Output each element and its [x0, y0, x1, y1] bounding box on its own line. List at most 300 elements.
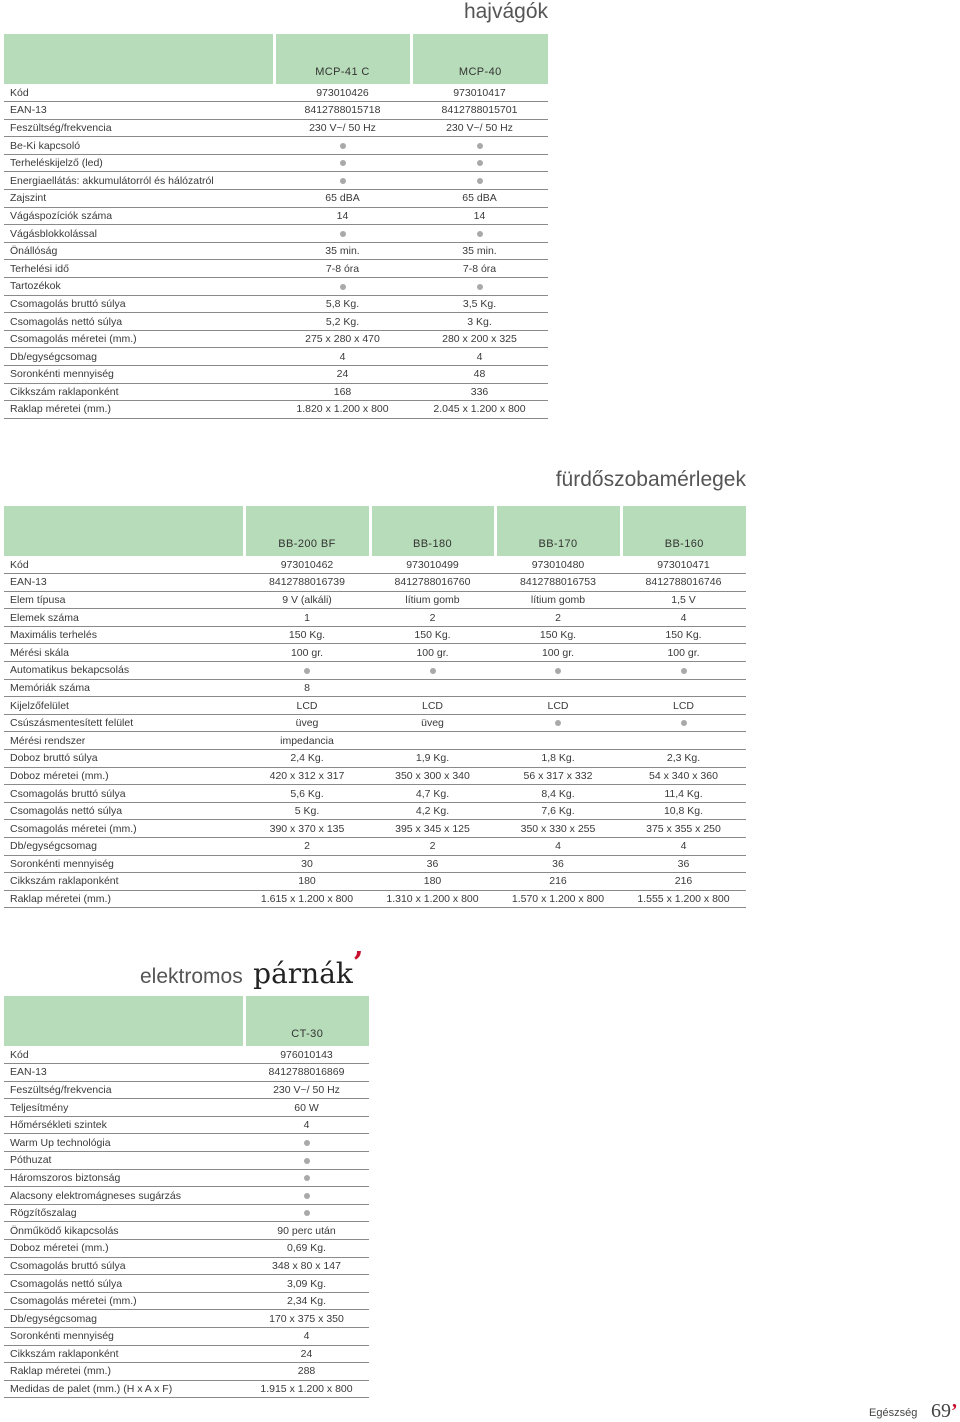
row-label: Cikkszám raklaponként [4, 1345, 244, 1363]
value-cell: 7-8 óra [274, 260, 411, 278]
value-cell: 350 x 300 x 340 [370, 767, 495, 785]
row-label: Csomagolás nettó súlya [4, 802, 244, 820]
value-cell: 35 min. [274, 242, 411, 260]
bullet-dot-icon [555, 720, 561, 726]
value-cell: 1 [244, 609, 370, 627]
table-row [4, 802, 746, 820]
value-cell: 4 [621, 838, 746, 856]
table-row [4, 172, 548, 190]
value-cell: 1.820 x 1.200 x 800 [274, 401, 411, 419]
table-row [4, 1116, 369, 1134]
value-cell: 8412788015701 [411, 102, 548, 120]
value-cell: 230 V~/ 50 Hz [274, 119, 411, 137]
row-label: Önállóság [4, 242, 274, 260]
header-row [4, 34, 548, 84]
bullet-dot-icon [340, 231, 346, 237]
value-cell: 150 Kg. [244, 626, 370, 644]
value-cell: 973010480 [495, 556, 621, 574]
value-cell: 216 [621, 873, 746, 891]
table-row [4, 1187, 369, 1205]
table-row [4, 1064, 369, 1082]
row-label: Doboz méretei (mm.) [4, 767, 244, 785]
row-label: EAN-13 [4, 574, 244, 592]
table-row [4, 348, 548, 366]
row-label: Elemek száma [4, 609, 244, 627]
row-label: Cikkszám raklaponként [4, 873, 244, 891]
spec-table-hajvagok [4, 34, 548, 419]
value-cell: 8412788016753 [495, 574, 621, 592]
value-cell: 4 [621, 609, 746, 627]
feature-dot-cell [411, 172, 548, 190]
feature-dot-cell [274, 137, 411, 155]
table-row [4, 785, 746, 803]
feature-dot-cell [244, 1134, 369, 1152]
table-row [4, 154, 548, 172]
row-label: Db/egységcsomag [4, 838, 244, 856]
value-cell: 4 [244, 1328, 369, 1346]
feature-dot-cell [244, 1204, 369, 1222]
table-row [4, 1152, 369, 1170]
table-row [4, 1257, 369, 1275]
row-label: Vágáspozíciók száma [4, 207, 274, 225]
value-cell [621, 732, 746, 750]
value-cell: 4 [244, 1116, 369, 1134]
table-row [4, 1134, 369, 1152]
value-cell: 100 gr. [370, 644, 495, 662]
value-cell: 150 Kg. [621, 626, 746, 644]
row-label: Kód [4, 84, 274, 102]
value-cell: 5 Kg. [244, 802, 370, 820]
value-cell: 1.915 x 1.200 x 800 [244, 1380, 369, 1398]
table-row [4, 609, 746, 627]
row-label: Rögzítőszalag [4, 1204, 244, 1222]
table-row [4, 1240, 369, 1258]
row-label: Soronkénti mennyiség [4, 855, 244, 873]
row-label: EAN-13 [4, 1064, 244, 1082]
value-cell: 170 x 375 x 350 [244, 1310, 369, 1328]
table-row [4, 242, 548, 260]
value-cell: 8 [244, 679, 370, 697]
value-cell: 4 [411, 348, 548, 366]
table-row [4, 330, 548, 348]
table-row [4, 137, 548, 155]
value-cell: 8,4 Kg. [495, 785, 621, 803]
table-row [4, 1081, 369, 1099]
model-header: MCP-41 C [274, 34, 411, 84]
row-label: Kód [4, 1046, 244, 1064]
section-title-hajvagok: hajvágók [463, 0, 548, 23]
table-row [4, 190, 548, 208]
value-cell: 395 x 345 x 125 [370, 820, 495, 838]
feature-dot-cell [274, 172, 411, 190]
row-label: Raklap méretei (mm.) [4, 1363, 244, 1381]
table-row [4, 1204, 369, 1222]
value-cell: 100 gr. [621, 644, 746, 662]
value-cell: 3,09 Kg. [244, 1275, 369, 1293]
row-label: Csomagolás bruttó súlya [4, 295, 274, 313]
value-cell: 2.045 x 1.200 x 800 [411, 401, 548, 419]
row-label: Be-Ki kapcsoló [4, 137, 274, 155]
value-cell: 973010471 [621, 556, 746, 574]
model-header: MCP-40 [411, 34, 548, 84]
spec-table-parnak [4, 996, 369, 1398]
row-label: Csomagolás méretei (mm.) [4, 330, 274, 348]
value-cell: 973010462 [244, 556, 370, 574]
value-cell: 0,69 Kg. [244, 1240, 369, 1258]
bullet-dot-icon [477, 143, 483, 149]
row-label: Feszültség/frekvencia [4, 119, 274, 137]
table-row [4, 591, 746, 609]
row-label: Warm Up technológia [4, 1134, 244, 1152]
table-row [4, 1099, 369, 1117]
row-label: Mérési skála [4, 644, 244, 662]
row-label: Db/egységcsomag [4, 1310, 244, 1328]
table-row [4, 84, 548, 102]
value-cell: 48 [411, 366, 548, 384]
table-row [4, 1363, 369, 1381]
row-label: Csomagolás méretei (mm.) [4, 820, 244, 838]
value-cell: 150 Kg. [495, 626, 621, 644]
value-cell: 36 [370, 855, 495, 873]
row-label: Önműködő kikapcsolás [4, 1222, 244, 1240]
value-cell: 390 x 370 x 135 [244, 820, 370, 838]
value-cell: 230 V~/ 50 Hz [244, 1081, 369, 1099]
row-label: Csomagolás méretei (mm.) [4, 1292, 244, 1310]
row-label: Db/egységcsomag [4, 348, 274, 366]
bullet-dot-icon [340, 143, 346, 149]
feature-dot-cell [244, 1152, 369, 1170]
table-row [4, 1310, 369, 1328]
value-cell: 1.570 x 1.200 x 800 [495, 890, 621, 908]
value-cell: 1,5 V [621, 591, 746, 609]
table-row [4, 767, 746, 785]
value-cell: 216 [495, 873, 621, 891]
value-cell: 8412788016739 [244, 574, 370, 592]
row-label: Alacsony elektromágneses sugárzás [4, 1187, 244, 1205]
table-row [4, 295, 548, 313]
spec-table-furdoszoba [4, 506, 746, 908]
table-row [4, 207, 548, 225]
bullet-dot-icon [340, 178, 346, 184]
model-header: BB-200 BF [244, 506, 370, 556]
table-row [4, 225, 548, 243]
value-cell: 348 x 80 x 147 [244, 1257, 369, 1275]
value-cell: 65 dBA [411, 190, 548, 208]
row-label: Feszültség/frekvencia [4, 1081, 244, 1099]
bullet-dot-icon [304, 1193, 310, 1199]
value-cell: üveg [244, 714, 370, 732]
bullet-dot-icon [477, 231, 483, 237]
model-header: BB-170 [495, 506, 621, 556]
value-cell: 973010499 [370, 556, 495, 574]
value-cell: 4 [274, 348, 411, 366]
model-header: BB-180 [370, 506, 495, 556]
row-label: Kód [4, 556, 244, 574]
table-row [4, 1380, 369, 1398]
value-cell: 1,8 Kg. [495, 750, 621, 768]
table-row [4, 890, 746, 908]
row-label: Kijelzőfelület [4, 697, 244, 715]
value-cell: 7,6 Kg. [495, 802, 621, 820]
table-row [4, 662, 746, 680]
table-row [4, 401, 548, 419]
value-cell: 36 [621, 855, 746, 873]
feature-dot-cell [244, 1169, 369, 1187]
bullet-dot-icon [340, 284, 346, 290]
row-label: Csomagolás bruttó súlya [4, 785, 244, 803]
table-row [4, 102, 548, 120]
value-cell: 275 x 280 x 470 [274, 330, 411, 348]
value-cell: 1.555 x 1.200 x 800 [621, 890, 746, 908]
value-cell: 5,6 Kg. [244, 785, 370, 803]
bullet-dot-icon [304, 1158, 310, 1164]
value-cell: 100 gr. [495, 644, 621, 662]
value-cell: 8412788016869 [244, 1064, 369, 1082]
bullet-dot-icon [304, 1140, 310, 1146]
value-cell: 375 x 355 x 250 [621, 820, 746, 838]
bullet-dot-icon [304, 1175, 310, 1181]
bullet-dot-icon [681, 668, 687, 674]
value-cell: 1,9 Kg. [370, 750, 495, 768]
bullet-dot-icon [304, 668, 310, 674]
table-row [4, 278, 548, 296]
row-label: Hőmérsékleti szintek [4, 1116, 244, 1134]
value-cell: 3 Kg. [411, 313, 548, 331]
value-cell: 1.615 x 1.200 x 800 [244, 890, 370, 908]
value-cell: 976010143 [244, 1046, 369, 1064]
row-label: Cikkszám raklaponként [4, 383, 274, 401]
table-row [4, 1222, 369, 1240]
value-cell: 336 [411, 383, 548, 401]
table-row [4, 1345, 369, 1363]
section-title-furdoszoba: fürdőszobamérlegek [555, 468, 746, 491]
table-row [4, 556, 746, 574]
bullet-dot-icon [304, 1210, 310, 1216]
page-number-mark: ’ [951, 1400, 958, 1422]
value-cell: 1.310 x 1.200 x 800 [370, 890, 495, 908]
feature-dot-cell [495, 714, 621, 732]
section-title-parnak [140, 946, 364, 991]
value-cell: 4 [495, 838, 621, 856]
value-cell [370, 679, 495, 697]
value-cell: 9 V (alkáli) [244, 591, 370, 609]
row-label: Raklap méretei (mm.) [4, 401, 274, 419]
feature-dot-cell [244, 662, 370, 680]
value-cell: 288 [244, 1363, 369, 1381]
value-cell: 90 perc után [244, 1222, 369, 1240]
row-label: Csomagolás nettó súlya [4, 1275, 244, 1293]
value-cell: 65 dBA [274, 190, 411, 208]
row-label: Háromszoros biztonság [4, 1169, 244, 1187]
value-cell: 8412788015718 [274, 102, 411, 120]
value-cell: 24 [274, 366, 411, 384]
value-cell: 3,5 Kg. [411, 295, 548, 313]
row-label: Teljesítmény [4, 1099, 244, 1117]
header-row [4, 996, 369, 1046]
row-label: Mérési rendszer [4, 732, 244, 750]
value-cell: 5,8 Kg. [274, 295, 411, 313]
feature-dot-cell [411, 154, 548, 172]
value-cell: 2 [244, 838, 370, 856]
row-label: Csomagolás bruttó súlya [4, 1257, 244, 1275]
value-cell: 2 [495, 609, 621, 627]
bullet-dot-icon [430, 668, 436, 674]
page-number-value: 69 [931, 1400, 951, 1422]
value-cell: lítium gomb [370, 591, 495, 609]
header-blank-cell [4, 996, 244, 1046]
value-cell [495, 679, 621, 697]
value-cell: 2 [370, 609, 495, 627]
feature-dot-cell [411, 225, 548, 243]
table-row [4, 1275, 369, 1293]
value-cell: 35 min. [411, 242, 548, 260]
table-row [4, 644, 746, 662]
value-cell: 973010417 [411, 84, 548, 102]
row-label: Doboz bruttó súlya [4, 750, 244, 768]
bullet-dot-icon [340, 160, 346, 166]
title-brand: párnák [253, 957, 353, 990]
bullet-dot-icon [477, 178, 483, 184]
value-cell: LCD [370, 697, 495, 715]
page-number [931, 1400, 958, 1422]
row-label: Soronkénti mennyiség [4, 1328, 244, 1346]
value-cell: impedancia [244, 732, 370, 750]
value-cell: 100 gr. [244, 644, 370, 662]
value-cell: üveg [370, 714, 495, 732]
model-header: CT-30 [244, 996, 369, 1046]
value-cell: 350 x 330 x 255 [495, 820, 621, 838]
table-row [4, 838, 746, 856]
row-label: Tartozékok [4, 278, 274, 296]
row-label: Póthuzat [4, 1152, 244, 1170]
table-row [4, 1328, 369, 1346]
header-blank-cell [4, 506, 244, 556]
value-cell: 36 [495, 855, 621, 873]
feature-dot-cell [411, 137, 548, 155]
row-label: Medidas de palet (mm.) (H x A x F) [4, 1380, 244, 1398]
row-label: Energiaellátás: akkumulátorról és hálózatról [4, 172, 274, 190]
value-cell: 420 x 312 x 317 [244, 767, 370, 785]
value-cell: 56 x 317 x 332 [495, 767, 621, 785]
value-cell: 5,2 Kg. [274, 313, 411, 331]
feature-dot-cell [495, 662, 621, 680]
value-cell: 973010426 [274, 84, 411, 102]
feature-dot-cell [621, 714, 746, 732]
value-cell: 11,4 Kg. [621, 785, 746, 803]
table-row [4, 732, 746, 750]
value-cell: lítium gomb [495, 591, 621, 609]
feature-dot-cell [274, 154, 411, 172]
table-row [4, 714, 746, 732]
value-cell: 8412788016760 [370, 574, 495, 592]
value-cell: 10,8 Kg. [621, 802, 746, 820]
table-row [4, 750, 746, 768]
table-row [4, 1169, 369, 1187]
row-label: Csomagolás nettó súlya [4, 313, 274, 331]
table-row [4, 626, 746, 644]
row-label: EAN-13 [4, 102, 274, 120]
value-cell: 4,2 Kg. [370, 802, 495, 820]
value-cell: LCD [495, 697, 621, 715]
value-cell: 8412788016746 [621, 574, 746, 592]
model-header: BB-160 [621, 506, 746, 556]
value-cell: 180 [244, 873, 370, 891]
value-cell [370, 732, 495, 750]
value-cell [495, 732, 621, 750]
title-mark: ’ [352, 946, 364, 981]
value-cell: 2,3 Kg. [621, 750, 746, 768]
table-row [4, 366, 548, 384]
value-cell: 180 [370, 873, 495, 891]
bullet-dot-icon [477, 160, 483, 166]
footer-category: Egészség [869, 1407, 918, 1419]
value-cell: 24 [244, 1345, 369, 1363]
row-label: Vágásblokkolással [4, 225, 274, 243]
feature-dot-cell [411, 278, 548, 296]
row-label: Csúszásmentesített felület [4, 714, 244, 732]
feature-dot-cell [274, 278, 411, 296]
table-row [4, 873, 746, 891]
header-blank-cell [4, 34, 274, 84]
row-label: Automatikus bekapcsolás [4, 662, 244, 680]
row-label: Terhelési idő [4, 260, 274, 278]
table-row [4, 574, 746, 592]
table-row [4, 260, 548, 278]
row-label: Memóriák száma [4, 679, 244, 697]
bullet-dot-icon [555, 668, 561, 674]
table-row [4, 1046, 369, 1064]
row-label: Terheléskijelző (led) [4, 154, 274, 172]
table-row [4, 697, 746, 715]
value-cell: 280 x 200 x 325 [411, 330, 548, 348]
table-row [4, 1292, 369, 1310]
value-cell: 7-8 óra [411, 260, 548, 278]
row-label: Elem típusa [4, 591, 244, 609]
table-row [4, 119, 548, 137]
row-label: Soronkénti mennyiség [4, 366, 274, 384]
value-cell: 230 V~/ 50 Hz [411, 119, 548, 137]
value-cell: LCD [244, 697, 370, 715]
value-cell: 2,34 Kg. [244, 1292, 369, 1310]
feature-dot-cell [244, 1187, 369, 1205]
bullet-dot-icon [681, 720, 687, 726]
row-label: Raklap méretei (mm.) [4, 890, 244, 908]
value-cell: 168 [274, 383, 411, 401]
row-label: Doboz méretei (mm.) [4, 1240, 244, 1258]
table-row [4, 383, 548, 401]
row-label: Maximális terhelés [4, 626, 244, 644]
value-cell: 54 x 340 x 360 [621, 767, 746, 785]
value-cell: 4,7 Kg. [370, 785, 495, 803]
value-cell: 150 Kg. [370, 626, 495, 644]
table-row [4, 679, 746, 697]
value-cell: 60 W [244, 1099, 369, 1117]
table-row [4, 820, 746, 838]
feature-dot-cell [621, 662, 746, 680]
value-cell: 30 [244, 855, 370, 873]
value-cell: LCD [621, 697, 746, 715]
header-row [4, 506, 746, 556]
value-cell [621, 679, 746, 697]
table-row [4, 855, 746, 873]
value-cell: 2,4 Kg. [244, 750, 370, 768]
value-cell: 14 [411, 207, 548, 225]
title-prefix: elektromos [140, 965, 243, 988]
table-row [4, 313, 548, 331]
bullet-dot-icon [477, 284, 483, 290]
row-label: Zajszint [4, 190, 274, 208]
feature-dot-cell [370, 662, 495, 680]
